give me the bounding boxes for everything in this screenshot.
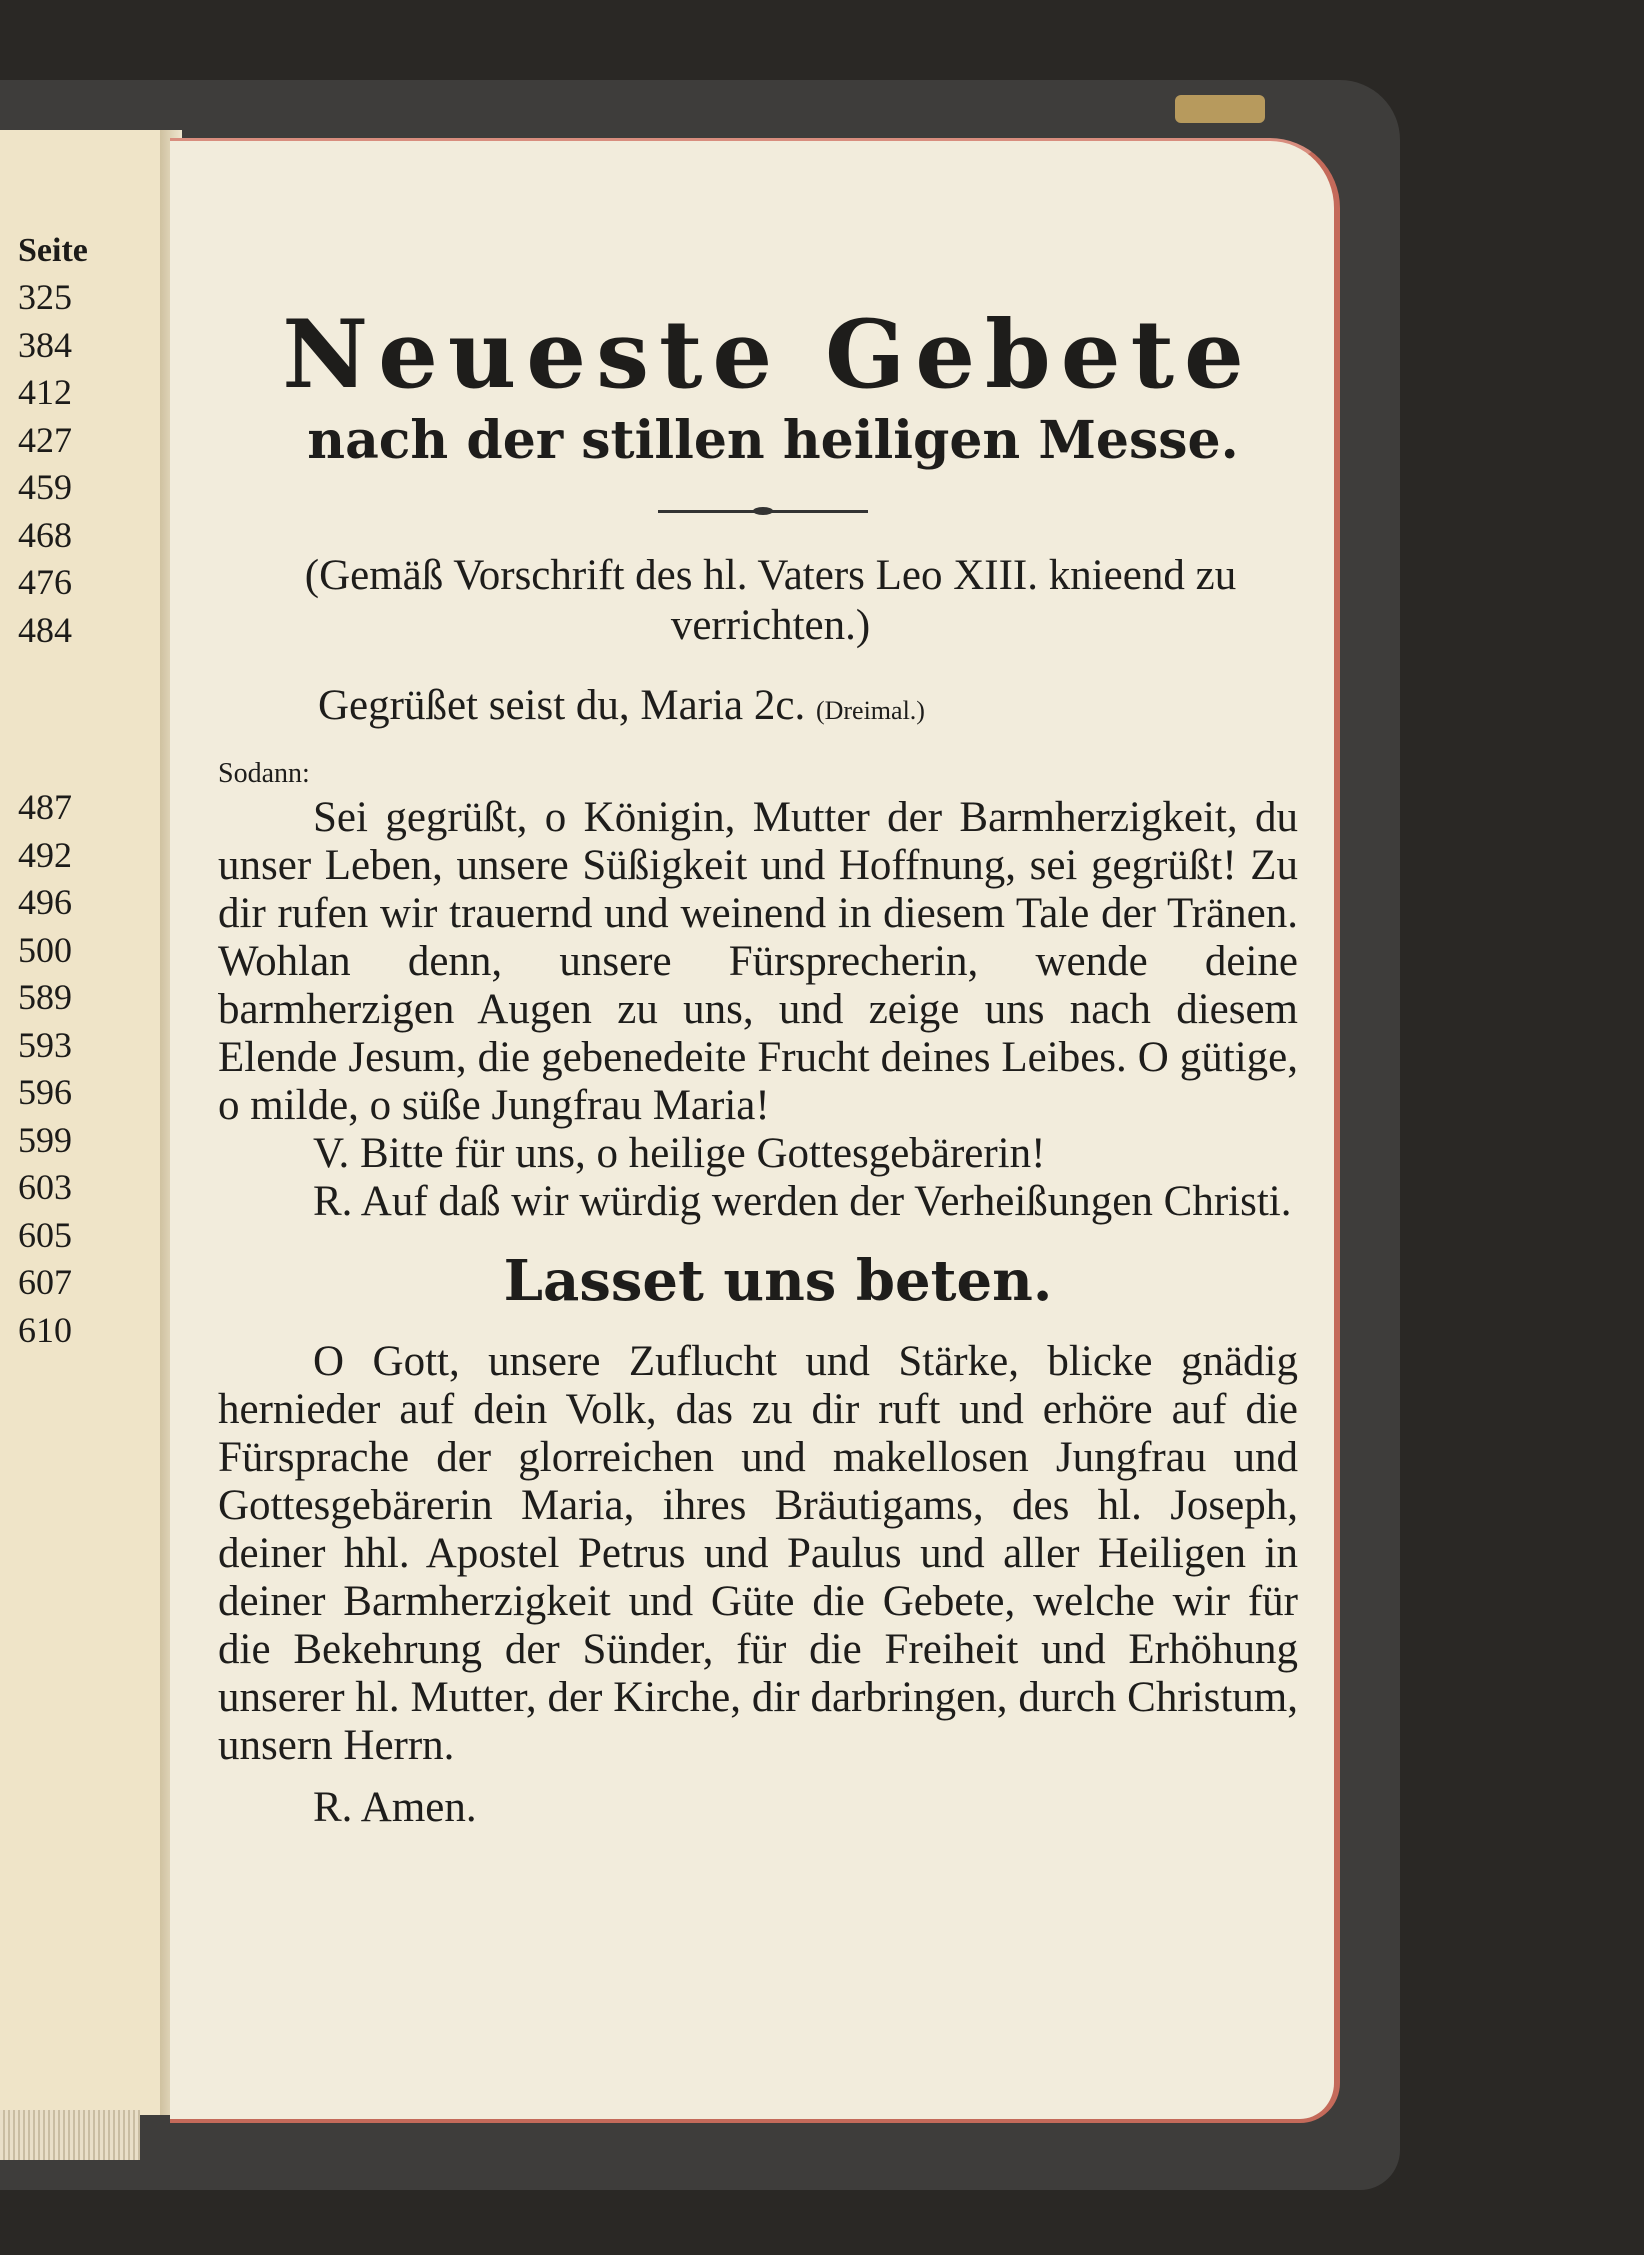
page-number-list (18, 232, 138, 1354)
page-number: 605 (18, 1214, 72, 1255)
page-number: 325 (18, 277, 72, 317)
page-number: 596 (18, 1072, 72, 1112)
prayer-text: O Gott, unsere Zuflucht und Stärke, blicke gnädig hernieder auf dein Volk, das zu dir ruft und erhöre auf die Fürsprache der glorreichen und makellosen Jungfrau und Gottesgebärerin Maria, ihres Bräutigams, des hl. Joseph, deiner hhl. Apostel Petrus und Paulus und aller Heiligen in deiner Barmherzigkeit und Güte die Gebete, welche wir für die Bekehrung der Sünder, für die Freiheit und Erhöhung unserer hl. Mutter, der Kirche, dir darbringen, durch Christum, unsern Herrn. (218, 1338, 1298, 1769)
page-number: 412 (18, 372, 72, 412)
page-number: 599 (18, 1119, 72, 1160)
page-number: 384 (18, 324, 72, 365)
page-number: 484 (18, 609, 72, 650)
versicle: V. Bitte für uns, o heilige Gottesgebärerin! (313, 1130, 1046, 1177)
page-number: 487 (18, 787, 72, 827)
page-subtitle: nach der stillen heiligen Messe. (307, 410, 1239, 471)
page-number: 468 (18, 514, 72, 555)
page-list-header: Seite (18, 232, 88, 269)
salve-regina-text: Sei gegrüßt, o Königin, Mutter der Barmherzigkeit, du unser Leben, unsere Süßigkeit und Hoffnung, sei gegrüßt! Zu dir rufen wir trauernd und weinend in diesem Tale der Tränen. Wohlan denn, unsere Fürsprecherin, wende deine barmherzigen Augen zu uns, und zeige uns nach diesem Elende Jesum, die gebenedeite Frucht deines Leibes. O gütige, o milde, o süße Jungfrau Maria! (218, 794, 1298, 1129)
page-number: 589 (18, 977, 72, 1017)
prayer-heading: Lasset uns beten. (503, 1248, 1053, 1314)
ave-maria-line (318, 681, 1298, 736)
page-number: 500 (18, 929, 72, 970)
page-number: 610 (18, 1309, 72, 1350)
page-number: 607 (18, 1262, 72, 1302)
page-content (218, 300, 1298, 1832)
page-number: 593 (18, 1024, 72, 1065)
ornamental-rule (658, 510, 868, 513)
ave-text: Gegrüßet seist du, Maria (318, 682, 744, 729)
page-number: 603 (18, 1167, 72, 1207)
sodann-label: Sodann: (218, 758, 310, 789)
page-number: 476 (18, 562, 72, 602)
worn-cover-tape (1175, 95, 1265, 123)
page-number: 496 (18, 882, 72, 922)
instruction-note: (Gemäß Vorschrift des hl. Vaters Leo XIII. knieend zu verrichten.) (304, 552, 1237, 649)
page-number: 459 (18, 467, 72, 507)
page-edges (0, 2110, 140, 2160)
ave-etc: 2c. (753, 682, 806, 729)
response: R. Auf daß wir würdig werden der Verheißungen Christi. (313, 1178, 1292, 1225)
ave-repeat-note: (Dreimal.) (815, 696, 925, 725)
page-numbers-top (18, 274, 138, 654)
amen-line: R. Amen. (313, 1784, 477, 1831)
page-number: 427 (18, 419, 72, 460)
page-title: Neueste Gebete (282, 300, 1254, 410)
page-numbers-bottom (18, 784, 138, 1354)
page-number: 492 (18, 834, 72, 875)
